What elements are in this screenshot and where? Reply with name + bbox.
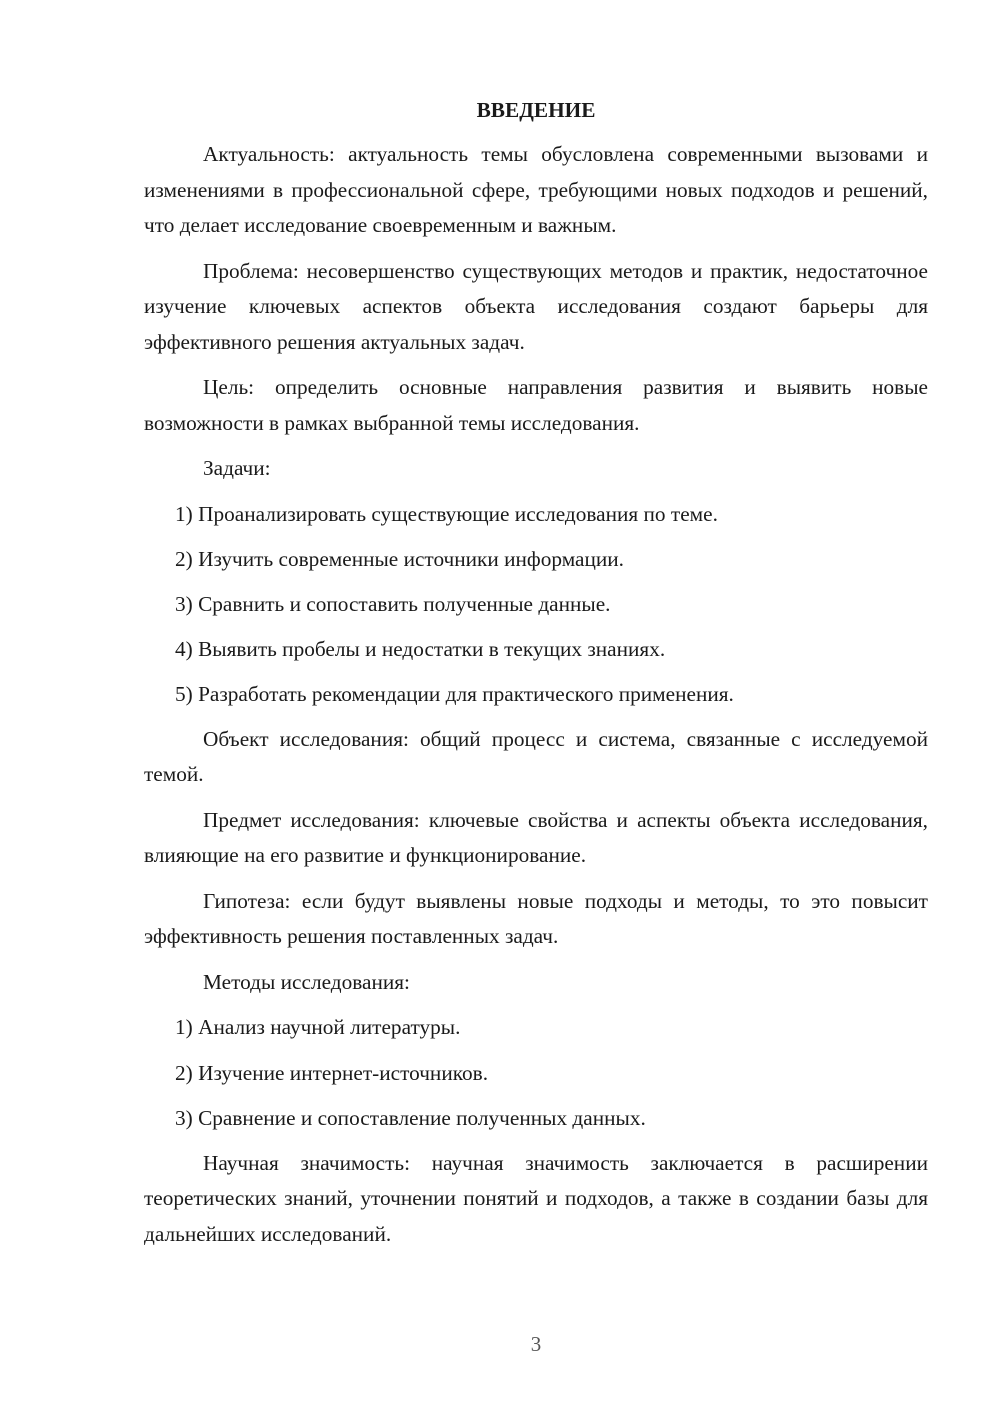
goal-paragraph: Цель: определить основные направления развития и выявить новые возможности в рамках выбранной темы исследования. xyxy=(144,375,928,435)
hypothesis-paragraph: Гипотеза: если будут выявлены новые подходы и методы, то это повысит эффективность решения поставленных задач. xyxy=(144,888,928,949)
page-number: 3 xyxy=(530,1332,542,1356)
relevance-paragraph: Актуальность: актуальность темы обусловлена современными вызовами и изменениями в профессиональной сфере, требующими новых подходов и решений, что делает исследование своевременным и важным. xyxy=(144,142,928,237)
page-title: ВВЕДЕНИЕ xyxy=(476,98,596,122)
task-item: 5) Разработать рекомендации для практического применения. xyxy=(175,681,734,706)
significance-paragraph: Научная значимость: научная значимость заключается в расширении теоретических знаний, уточнении понятий и подходов, а также в создании базы для дальнейших исследований. xyxy=(144,1150,928,1246)
subject-paragraph: Предмет исследования: ключевые свойства и аспекты объекта исследования, влияющие на его развитие и функционирование. xyxy=(144,807,928,868)
document-page xyxy=(144,94,928,1262)
methods-list xyxy=(144,1010,928,1136)
task-item: 4) Выявить пробелы и недостатки в текущих знаниях. xyxy=(175,636,666,661)
method-item: 1) Анализ научной литературы. xyxy=(175,1015,461,1040)
problem-paragraph: Проблема: несовершенство существующих методов и практик, недостаточное изучение ключевых аспектов объекта исследования создают барьеры для эффективного решения актуальных задач. xyxy=(144,258,928,354)
task-item: 1) Проанализировать существующие исследования по теме. xyxy=(175,501,718,526)
method-item: 2) Изучение интернет-источников. xyxy=(175,1060,489,1085)
methods-heading: Методы исследования: xyxy=(203,969,410,994)
tasks-heading: Задачи: xyxy=(203,456,271,480)
tasks-list xyxy=(144,497,928,713)
object-paragraph: Объект исследования: общий процесс и система, связанные с исследуемой темой. xyxy=(144,726,928,787)
task-item: 3) Сравнить и сопоставить полученные данные. xyxy=(175,591,611,616)
method-item: 3) Сравнение и сопоставление полученных данных. xyxy=(175,1105,646,1130)
task-item: 2) Изучить современные источники информации. xyxy=(175,546,624,571)
